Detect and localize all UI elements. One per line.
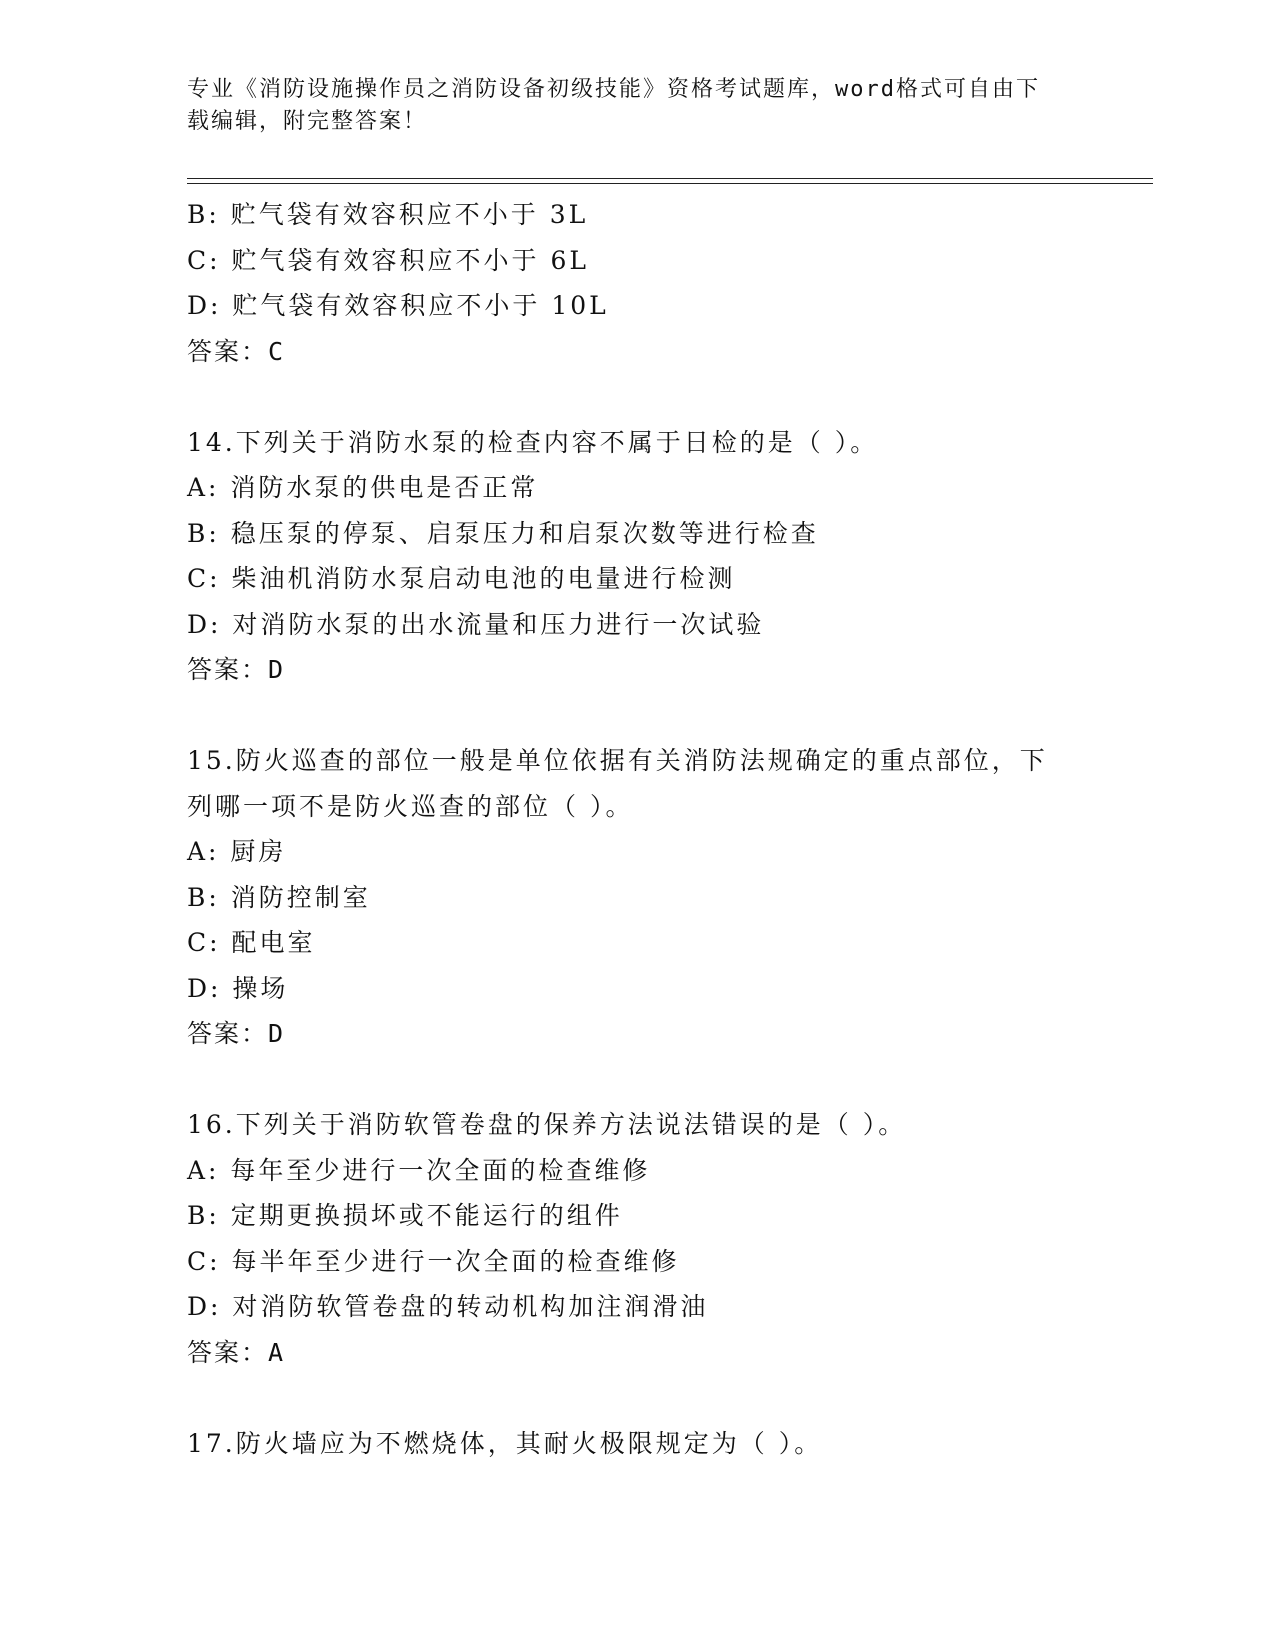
question-14 xyxy=(187,420,1087,693)
option-d: D: 对消防软管卷盘的转动机构加注润滑油 xyxy=(187,1292,709,1321)
option-b: B: 稳压泵的停泵、启泵压力和启泵次数等进行检查 xyxy=(187,518,819,548)
header-line-2: 载编辑，附完整答案！ xyxy=(187,109,428,134)
option-a: A: 厨房 xyxy=(187,837,287,866)
question-stem-line-1: 15.防火巡查的部位一般是单位依据有关消防法规确定的重点部位，下 xyxy=(187,746,1048,775)
option-c: C: 贮气袋有效容积应不小于 6L xyxy=(187,245,589,275)
document-header xyxy=(187,74,1067,138)
answer-line: 答案：D xyxy=(187,1019,286,1048)
option-a: A: 每年至少进行一次全面的检查维修 xyxy=(187,1155,651,1185)
question-17 xyxy=(187,1421,1087,1467)
option-a: A: 消防水泵的供电是否正常 xyxy=(187,473,539,502)
header-line-1: 专业《消防设施操作员之消防设备初级技能》资格考试题库，word格式可自由下 xyxy=(187,77,1040,102)
option-d: D: 操场 xyxy=(187,973,289,1003)
spacer xyxy=(187,1057,1087,1103)
spacer xyxy=(187,1375,1087,1421)
spacer xyxy=(187,374,1087,420)
header-divider-bottom xyxy=(187,183,1153,184)
question-list xyxy=(187,192,1087,1466)
answer-line: 答案：C xyxy=(187,336,286,366)
option-b: B: 贮气袋有效容积应不小于 3L xyxy=(187,200,589,229)
question-16 xyxy=(187,1102,1087,1375)
option-c: C: 柴油机消防水泵启动电池的电量进行检测 xyxy=(187,564,736,593)
option-b: B: 定期更换损坏或不能运行的组件 xyxy=(187,1201,623,1230)
spacer xyxy=(187,693,1087,739)
answer-line: 答案：D xyxy=(187,655,286,684)
header-divider-top xyxy=(187,178,1153,179)
option-c: C: 配电室 xyxy=(187,928,316,957)
answer-line: 答案：A xyxy=(187,1337,286,1367)
option-b: B: 消防控制室 xyxy=(187,882,371,912)
question-stem-line-2: 列哪一项不是防火巡查的部位（ ）。 xyxy=(187,791,634,821)
option-c: C: 每半年至少进行一次全面的检查维修 xyxy=(187,1246,680,1276)
question-stem: 14.下列关于消防水泵的检查内容不属于日检的是（ ）。 xyxy=(187,427,879,457)
question-15 xyxy=(187,738,1087,1057)
option-d: D: 对消防水泵的出水流量和压力进行一次试验 xyxy=(187,609,765,639)
question-13-tail xyxy=(187,192,1087,374)
option-d: D: 贮气袋有效容积应不小于 10L xyxy=(187,291,609,320)
question-stem: 16.下列关于消防软管卷盘的保养方法说法错误的是（ ）。 xyxy=(187,1110,907,1139)
question-stem: 17.防火墙应为不燃烧体，其耐火极限规定为（ ）。 xyxy=(187,1428,823,1458)
